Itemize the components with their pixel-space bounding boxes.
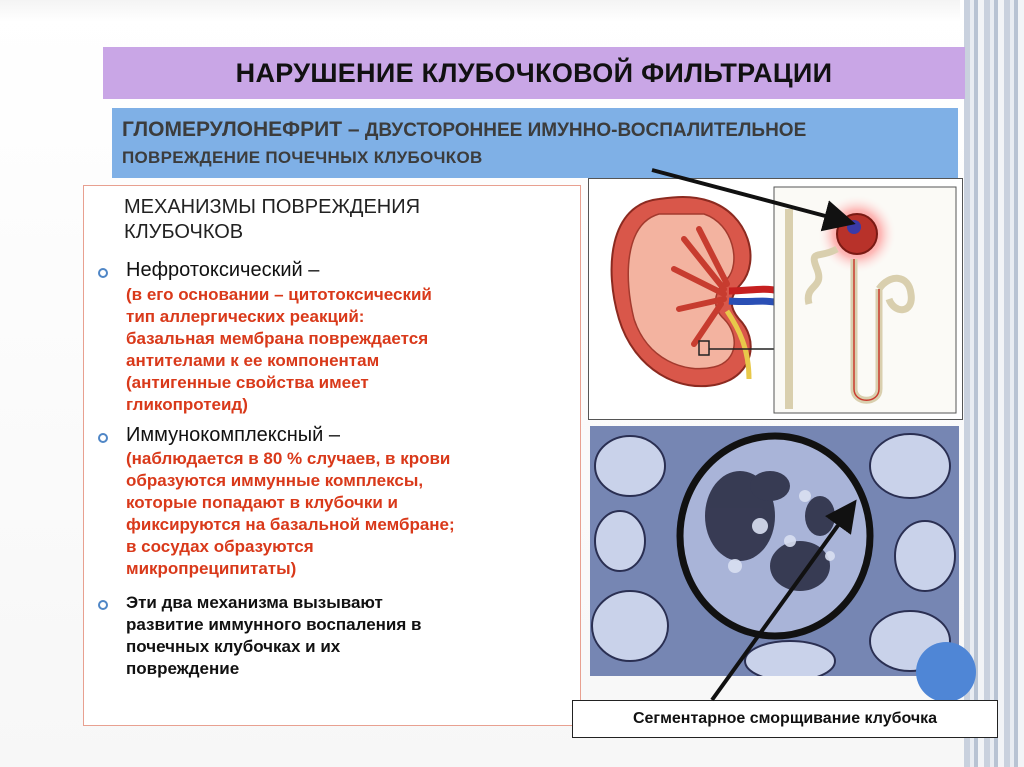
bullet-1-title: Нефротоксический – [126,259,320,281]
bullet-1-line: (антигенные свойства имеет [126,373,369,392]
bullet-1-detail [126,284,432,416]
top-decorative-strip [0,0,960,22]
nephron-drawing [774,187,956,413]
bullet-2-line: фиксируются на базальной мембране; [126,515,455,534]
bullet-1-line: антителами к ее компонентам [126,351,380,370]
bullet-1-line: (в его основании – цитотоксический [126,285,432,304]
decorative-blue-circle [916,642,976,702]
micrograph-caption [572,700,998,738]
mechanisms-heading-line-2: КЛУБОЧКОВ [124,221,244,243]
bullet-1-line: тип аллергических реакций: [126,307,365,326]
caption-text: Сегментарное сморщивание клубочка [632,710,938,727]
subtitle-line-2: ПОВРЕЖДЕНИЕ ПОЧЕЧНЫХ КЛУБОЧКОВ [122,148,483,167]
micrograph-svg [590,426,959,676]
ring-bullet-icon [96,264,114,282]
ring-bullet-icon [96,596,114,614]
kidney-drawing [612,197,779,386]
bullet-3-line: развитие иммунного воспаления в [126,615,422,634]
bullet-2-line: (наблюдается в 80 % случаев, в крови [126,449,451,468]
bullet-2-detail [126,448,455,580]
subtitle-lead: ГЛОМЕРУЛОНЕФРИТ – [122,118,360,141]
subtitle-bar [112,108,958,178]
bullet-3-text [126,592,421,680]
ring-bullet-icon [96,429,114,447]
glomerulus-micrograph [590,426,959,676]
mechanisms-text-box [83,185,581,726]
title-bar [103,47,965,99]
bullet-2-line: образуются иммунные комплексы, [126,471,424,490]
kidney-nephron-svg [589,179,962,419]
subtitle-line-1 [122,118,806,142]
slide-title: НАРУШЕНИЕ КЛУБОЧКОВОЙ ФИЛЬТРАЦИИ [235,57,833,88]
bullet-3-line: Эти два механизма вызывают [126,593,383,612]
bullet-2-title: Иммунокомплексный – [126,424,340,446]
bullet-2-line: в сосудах образуются [126,537,314,556]
bullet-1-line: гликопротеид) [126,395,248,414]
right-decorative-stripes [964,0,1024,767]
bullet-2-line: которые попадают в клубочки и [126,493,398,512]
bullet-3-line: повреждение [126,659,240,678]
bullet-3-line: почечных клубочках и их [126,637,341,656]
bullet-2-line: микропреципитаты) [126,559,297,578]
bullet-1-line: базальная мембрана повреждается [126,329,429,348]
subtitle-rest: ДВУСТОРОННЕЕ ИМУННО-ВОСПАЛИТЕЛЬНОЕ [359,120,807,141]
mechanisms-heading [124,195,420,245]
kidney-nephron-illustration [588,178,963,420]
mechanisms-heading-line-1: МЕХАНИЗМЫ ПОВРЕЖДЕНИЯ [124,196,421,218]
